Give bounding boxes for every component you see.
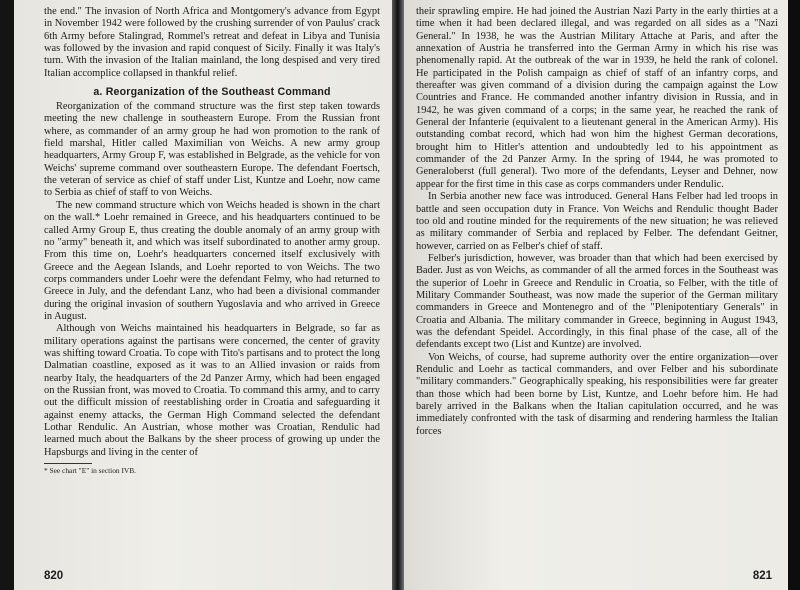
right-scan-edge [788, 0, 800, 590]
left-page [14, 0, 392, 590]
left-page-content [44, 6, 380, 475]
right-paragraph-3: Felber's jurisdiction, however, was broader than that which had been exercised by Bader. Just as von Weichs, as commander of all the armed forces in the Southeast was the superior of Loehr in Greece and Rendulic in Croatia, so Felber, with the title of Military Commander Southeast, was now made the superior of the German military commanders in Greece and Montenegro and of the "Plenipotentiary Generals" in Croatia and Albania. The military commander in Greece, beginning in August 1943, was the defendant Speidel. Accordingly, in this final phase of the case, all of the defendants except two (List and Kuntze) are involved. [416, 252, 778, 351]
right-page [404, 0, 788, 590]
section-heading: a. Reorganization of the Southeast Command [93, 86, 331, 99]
footnote-rule [44, 463, 92, 464]
left-paragraph-3: Although von Weichs maintained his headquarters in Belgrade, so far as military operations against the partisans were concerned, the center of gravity was shifting toward Croatia. To cope with Tito's partisans and to protect the long Dalmatian coastline, exposed as it was to an Allied invasion or raids from nearby Italy, the headquarters of the 2d Panzer Army, which had been engaged on the Russian front, was moved to Croatia. To command this army, and to carry out the difficult mission of reestablishing order in Croatia and safeguarding it against enemy attacks, the German High Command selected the defendant Lothar Rendulic. An Austrian, whose mother was Croatian, Rendulic had learned much about the Balkans by the sheer process of growing up under the Hapsburgs and living in the center of [44, 323, 380, 458]
left-paragraph-1: Reorganization of the command structure was the first step taken towards meeting the new challenge in southeastern Europe. From the Russian front where, as commander of an army group he had won promotion to the rank of field marshal, Hitler called Maximilian von Weichs. A new army group headquarters, Army Group F, was established in Belgrade, as the vehicle for von Weichs' supreme command over southeastern Europe. The defendant Foertsch, the veteran of service as chief of staff under List, Kuntze and Loehr, now came to Serbia as chief of staff to von Weichs. [44, 101, 380, 199]
page-number-right: 821 [752, 570, 772, 582]
footnote: * See chart "E" in section IVB. [44, 466, 137, 476]
right-page-content [416, 6, 778, 438]
left-scan-edge [0, 0, 14, 590]
right-paragraph-1: their sprawling empire. He had joined the Austrian Nazi Party in the early thirties at a time when it had been declared illegal, and was regarded on all sides as a "Nazi General." In 1938, he was the Austrian Military Attache at Paris, and after the annexation of Austria he transferred into the German Army in which his rise was phenomenally rapid. At the outbreak of the war in 1939, he held the rank of colonel. He participated in the Polish campaign as chief of staff of an infantry corps, and thereafter was given command of a division during the campaign against the Low Countries and France. He commanded another infantry division in Russia, and in 1942, he was given command of a corps; in the same year, he reached the rank of General der Infanterie (equivalent to a lieutenant general in the American Army). His outstanding combat record, which had won him the highest German decorations, brought him to Hitler's attention and undoubtedly led to his appointment as commander of the 2d Panzer Army. In the spring of 1944, he was promoted to Generaloberst (full general). Two more of the defendants, Leyser and Dehner, now appear for the first time in this case as corps commanders under Rendulic. [416, 6, 778, 190]
page-number-left: 820 [44, 570, 64, 582]
right-paragraph-4: Von Weichs, of course, had supreme authority over the entire organization—over Rendulic and Loehr as tactical commanders, and over Felber and his subordinate "military commanders." Geographically speaking, his responsibilities were far greater than those which had been borne by List, Kuntze, and Loehr before him. He had barely arrived in the Balkans when the Italian capitulation occurred, and he was immediately confronted with the task of disarming and rendering harmless the Italian forces [416, 351, 778, 437]
left-opening-paragraph: the end." The invasion of North Africa and Montgomery's advance from Egypt in November 1942 were followed by the crushing surrender of von Paulus' crack 6th Army before Stalingrad, Rommel's retreat and defeat in Libya and Tunisia was followed by the invasion and rapid conquest of Sicily. Finally it was Italy's turn. With the invasion of the Italian mainland, the long despised and very tired Italian accomplice collapsed in thankful relief. [44, 6, 380, 79]
left-paragraph-2: The new command structure which von Weichs headed is shown in the chart on the wall.* Loehr remained in Greece, and his headquarters continued to be called Army Group E, thus creating the double anomaly of an army group with no "army" beneath it, and which was itself subordinated to another army group. From this time on, Loehr's headquarters concerned itself exclusively with Greece and the Aegean Islands, and Loehr reported to von Weichs. The two corps commanders under Loehr were the defendant Felmy, who had returned to Greece in July, and the defendant Lanz, who had been a divisional commander during the original invasion of southern Yugoslavia and who arrived in Greece in August. [44, 199, 380, 322]
book-gutter [392, 0, 404, 590]
right-paragraph-2: In Serbia another new face was introduced. General Hans Felber had led troops in battle and seen occupation duty in France. Von Weichs and Rendulic thought Bader too old and routine minded for the requirements of the new situation; he was relieved as military commander of Serbia and replaced by Felber. The defendant Geitner, however, carried on as Felber's chief of staff. [416, 191, 778, 252]
